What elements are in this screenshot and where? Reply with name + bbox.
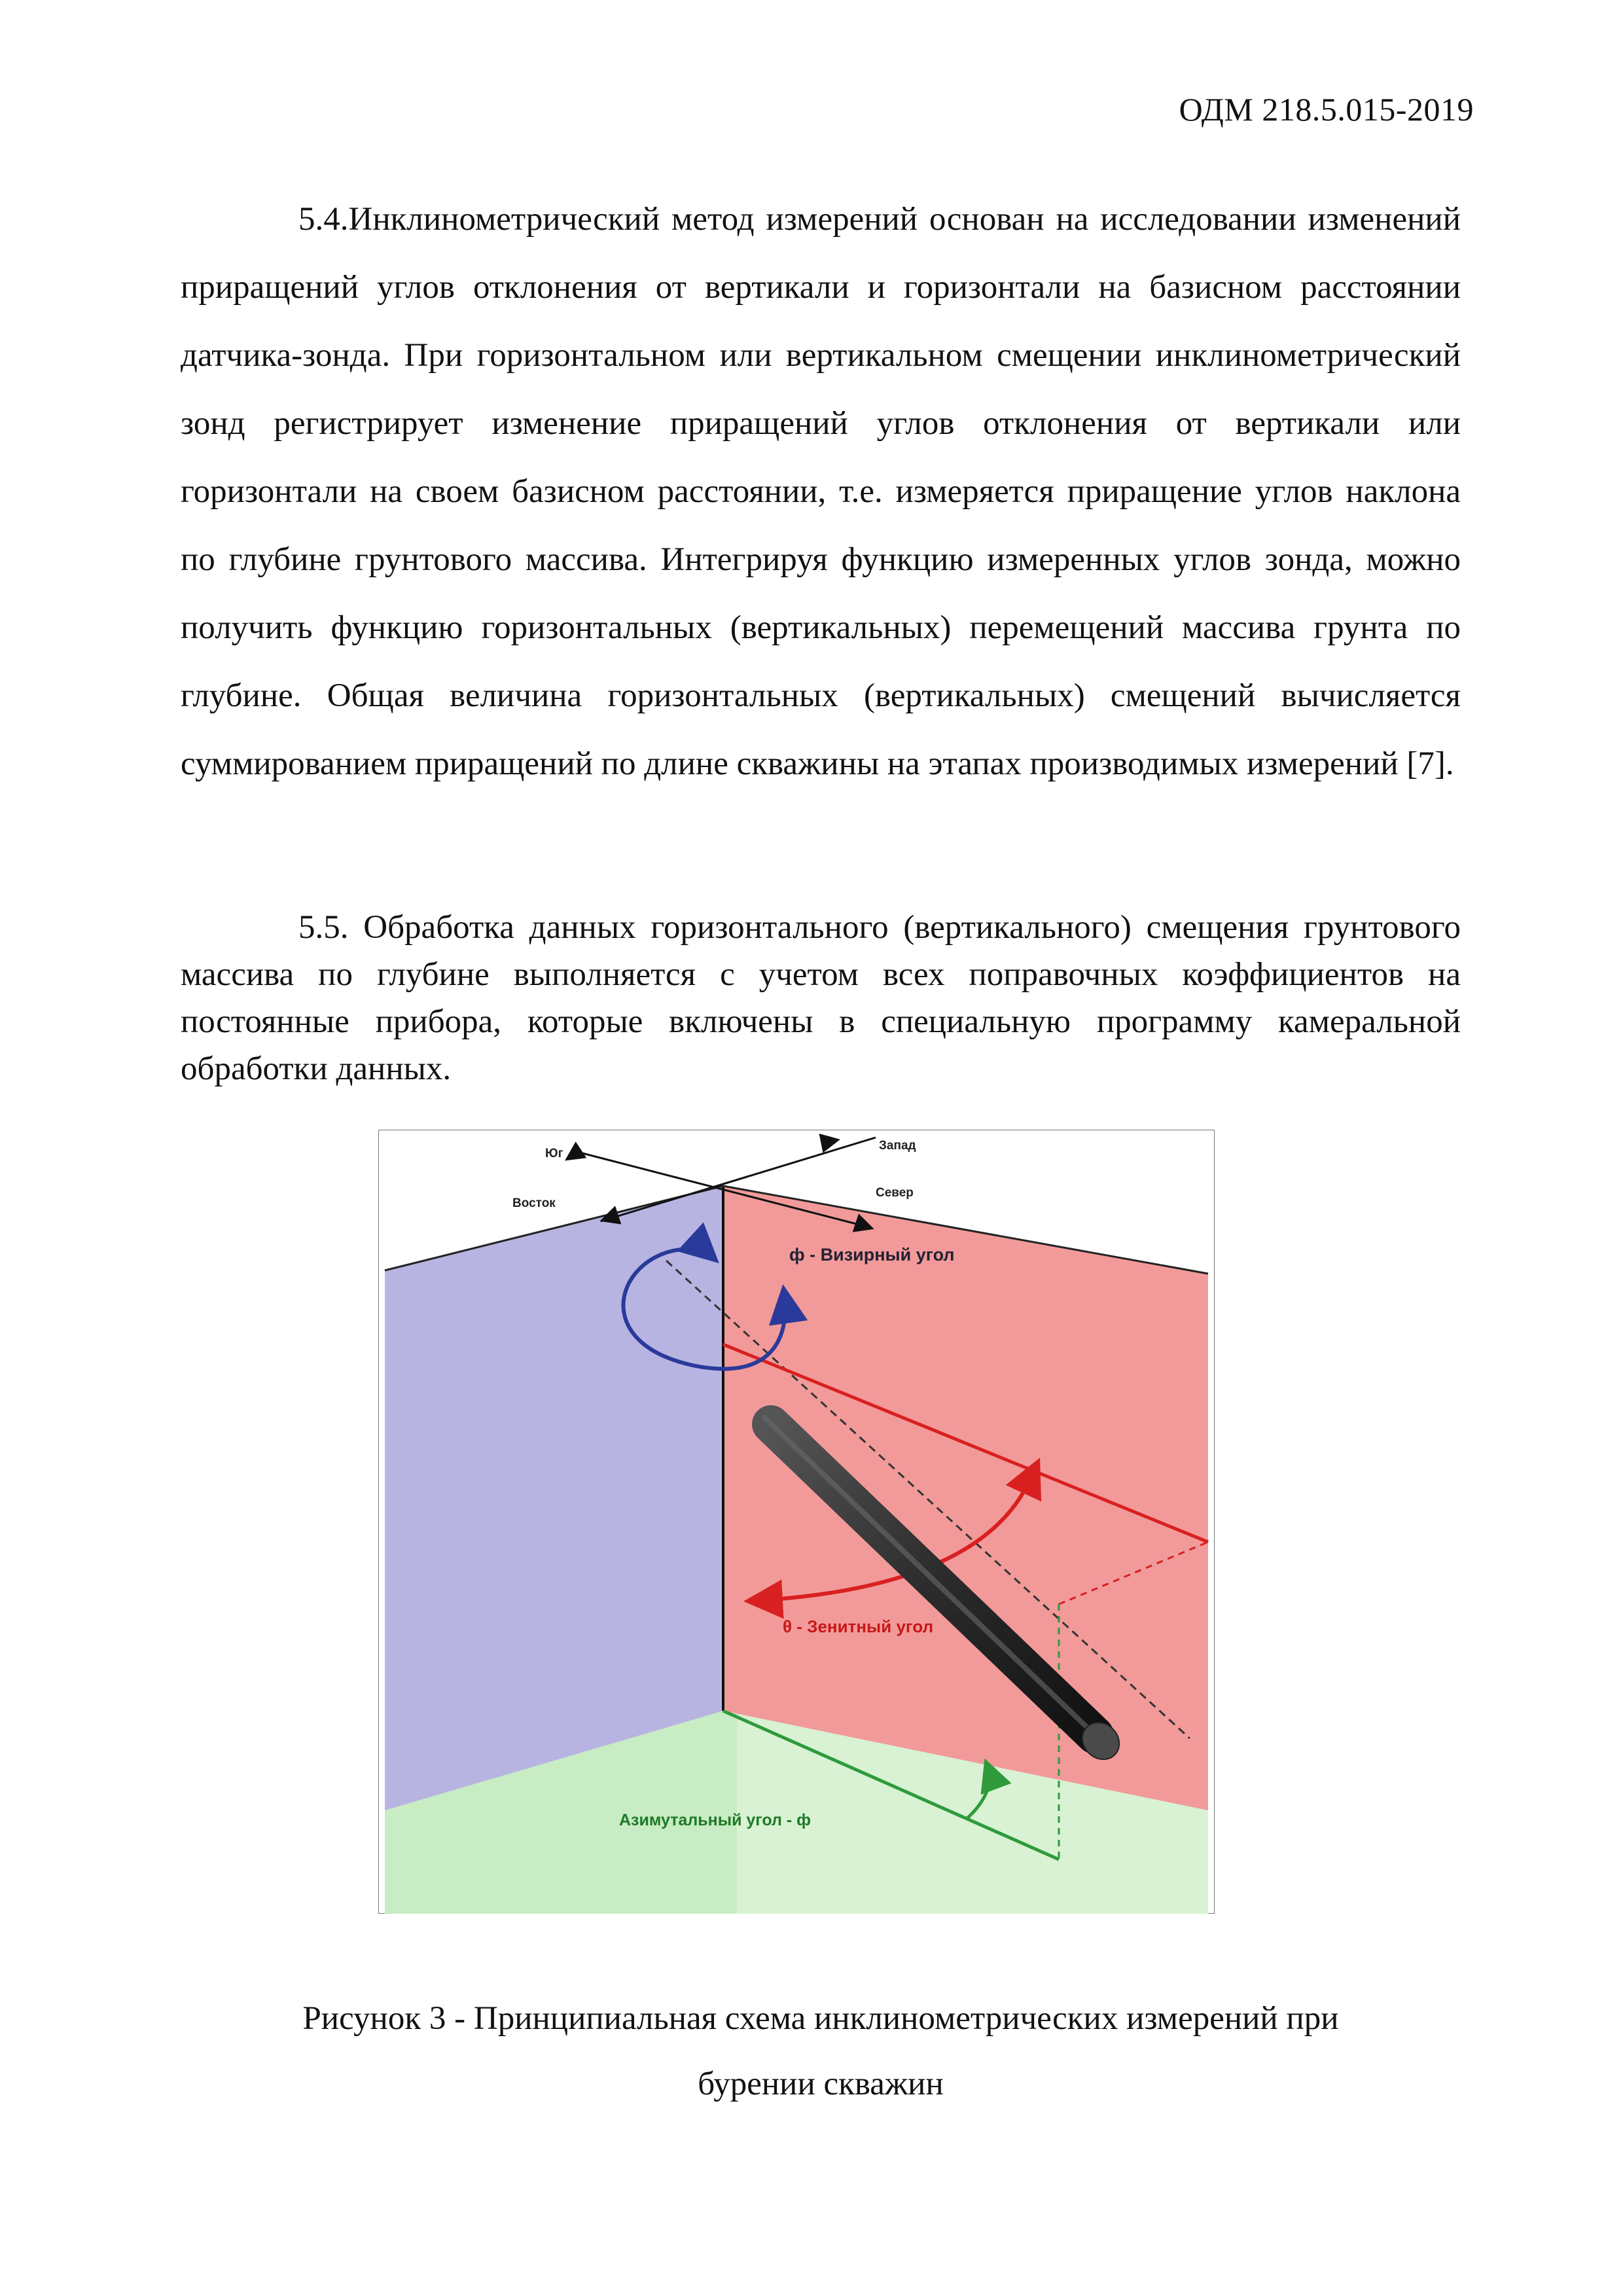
left-plane	[385, 1186, 723, 1810]
right-plane	[723, 1186, 1208, 1810]
label-visor-angle: ф - Визирный угол	[789, 1245, 955, 1265]
document-code: ОДМ 218.5.015-2019	[1179, 91, 1474, 128]
label-zenith-angle: θ - Зенитный угол	[783, 1617, 934, 1636]
label-east: Восток	[512, 1196, 556, 1210]
caption-line-1: Рисунок 3 - Принципиальная схема инклинометрических измерений при	[302, 2000, 1339, 2037]
paragraph-5-4: 5.4.Инклинометрический метод измерений основан на исследовании изменений приращений углов отклонения от вертикали и горизонтали на базисном расстоянии датчика-зонда. При горизонтальном или вертикальном смещении инклинометрический зонд регистрирует изменение приращений углов отклонения от вертикали или горизонтали на своем базисном расстоянии, т.е. измеряется приращение углов наклона по глубине грунтового массива. Интегрируя функцию измеренных углов зонда, можно получить функцию горизонтальных (вертикальных) перемещений массива грунта по глубине. Общая величина горизонтальных (вертикальных) смещений вычисляется суммированием приращений по длине скважины на этапах производимых измерений [7].	[181, 201, 1461, 782]
paragraph-5-5: 5.5. Обработка данных горизонтального (вертикального) смещения грунтового массива по глубине выполняется с учетом всех поправочных коэффициентов на постоянные прибора, которые включены в специальную программу камеральной обработки данных.	[181, 909, 1461, 1087]
label-south: Юг	[545, 1147, 563, 1160]
figure-caption	[181, 1986, 1461, 2117]
label-west: Запад	[879, 1139, 916, 1153]
label-north: Север	[876, 1186, 914, 1200]
inclinometer-diagram	[378, 1130, 1215, 1914]
label-azimuth-angle: Азимутальный угол - ф	[619, 1811, 811, 1829]
caption-line-2: бурении скважин	[698, 2066, 944, 2102]
